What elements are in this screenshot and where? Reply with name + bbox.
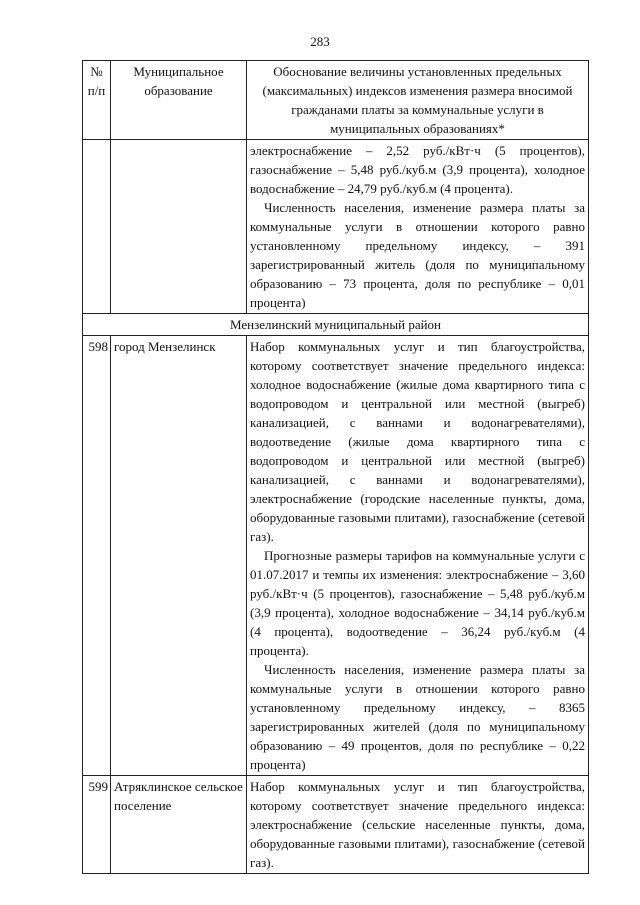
tariff-index-table: [82, 60, 589, 874]
row-number: 598: [83, 336, 111, 776]
row-municipality: Атряклинское сельское поселение: [111, 776, 247, 874]
row-basis: [247, 336, 589, 776]
table-row: [83, 776, 589, 874]
district-name: Мензелинский муниципальный район: [83, 314, 589, 336]
continuation-number-cell: [83, 140, 111, 314]
continuation-municipality-cell: [111, 140, 247, 314]
table-header-row: [83, 61, 589, 140]
row-population-text: Численность населения, изменение размера платы за коммунальные услуги в отношении которого равно установленному предельному индексу, – 8365 зарегистрированных жителей (доля по муниципальному образованию – 49 процентов, доля по республике – 0,22 процента): [250, 662, 585, 772]
continuation-row: [83, 140, 589, 314]
header-number: № п/п: [83, 61, 111, 140]
table-row: [83, 336, 589, 776]
row-tariffs-text: Прогнозные размеры тарифов на коммунальные услуги с 01.07.2017 и темпы их изменения: электроснабжение – 3,60 руб./кВт·ч (5 процентов), газоснабжение – 5,48 руб./куб.м (3,9 процента), холодное водоснабжение – 34,14 руб./куб.м (4 процента), водоотведение – 36,24 руб./куб.м (4 процента).: [250, 548, 585, 658]
continuation-basis-cell: [247, 140, 589, 314]
district-row: [83, 314, 589, 336]
header-basis: Обоснование величины установленных предельных (максимальных) индексов изменения размера вносимой гражданами платы за коммунальные услуги в муниципальных образованиях*: [247, 61, 589, 140]
header-municipality: Муниципальное образование: [111, 61, 247, 140]
row-number: 599: [83, 776, 111, 874]
continuation-population-text: Численность населения, изменение размера платы за коммунальные услуги в отношении которого равно установленному предельному индексу, – 391 зарегистрированный житель (доля по муниципальному образованию – 73 процента, доля по республике – 0,01 процента): [250, 200, 585, 310]
continuation-tariffs-text: электроснабжение – 2,52 руб./кВт·ч (5 процентов), газоснабжение – 5,48 руб./куб.м (3,9 процента), холодное водоснабжение – 24,79 руб./куб.м (4 процента).: [250, 143, 585, 196]
row-basis: [247, 776, 589, 874]
row-services-text: Набор коммунальных услуг и тип благоустройства, которому соответствует значение предельного индекса: электроснабжение (сельские населенные пункты, дома, оборудованные газовыми плитами), газоснабжение (сетевой газ).: [250, 779, 585, 870]
row-municipality: город Мензелинск: [111, 336, 247, 776]
row-services-text: Набор коммунальных услуг и тип благоустройства, которому соответствует значение предельного индекса: холодное водоснабжение (жилые дома квартирного типа с водопроводом и центральной или местной (выгреб) канализацией, с ваннами и водонагревателями), водоотведение (жилые дома квартирного типа с водопроводом и центральной или местной (выгреб) канализацией, с ваннами и водонагревателями), электроснабжение (городские населенные пункты, дома, оборудованные газовыми плитами), газоснабжение (сетевой газ).: [250, 339, 585, 544]
page-number: 283: [310, 34, 330, 49]
